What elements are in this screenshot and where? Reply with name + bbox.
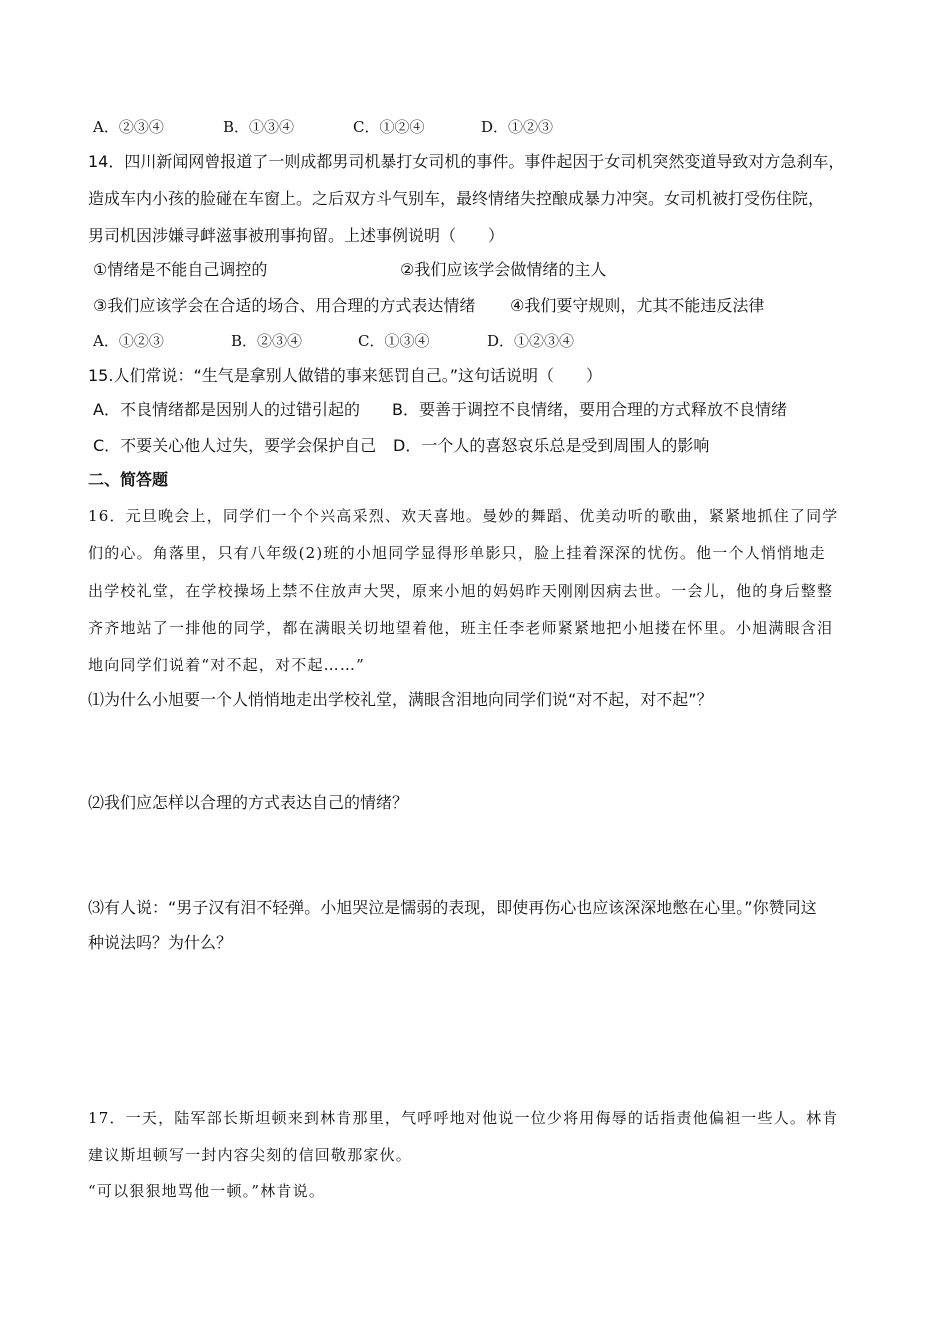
q16-sub-question-2: ⑵我们应怎样以合理的方式表达自己的情绪？ xyxy=(88,793,409,812)
q14-item-3: ③我们应该学会在合适的场合、用合理的方式表达情绪 xyxy=(93,296,476,315)
section-heading-short-answer: 二、简答题 xyxy=(88,470,169,489)
q14-item-2: ②我们应该学会做情绪的主人 xyxy=(400,260,607,279)
q14-option-c: C．①③④ xyxy=(358,332,430,350)
q16-passage-line-4: 齐齐地站了一排他的同学，都在满眼关切地望着他，班主任李老师紧紧地把小旭搂在怀里。小旭满眼含泪 xyxy=(88,619,834,637)
q13-option-c: C．①②④ xyxy=(353,118,425,136)
q16-passage-line-5: 地向同学们说着“对不起，对不起……” xyxy=(88,656,365,674)
q16-sub-question-3-line-1: ⑶有人说：“男子汉有泪不轻弹。小旭哭泣是懦弱的表现，即使再伤心也应该深深地憋在心里。”你赞同这 xyxy=(88,898,817,917)
q14-option-a: A．①②③ xyxy=(93,332,164,350)
q13-option-b: B．①③④ xyxy=(223,118,295,136)
q16-sub-question-3-line-2: 种说法吗？为什么？ xyxy=(88,933,233,952)
q13-option-a: A．②③④ xyxy=(93,118,164,136)
q14-stem-line-2: 造成车内小孩的脸碰在车窗上。之后双方斗气别车，最终情绪失控酿成暴力冲突。女司机被打受伤住院， xyxy=(88,189,825,208)
q14-item-4: ④我们要守规则，尤其不能违反法律 xyxy=(510,296,765,315)
q13-option-d: D．①②③ xyxy=(481,118,554,136)
q16-passage-line-1: 16．元旦晚会上，同学们一个个兴高采烈、欢天喜地。曼妙的舞蹈、优美动听的歌曲，紧紧地抓住了同学 xyxy=(88,507,839,525)
q15-option-a: A．不良情绪都是因别人的过错引起的 xyxy=(93,400,360,419)
q14-option-d: D．①②③④ xyxy=(487,332,575,350)
q17-passage-line-2: 建议斯坦顿写一封内容尖刻的信回敬那家伙。 xyxy=(88,1146,413,1164)
q14-stem-line-1: 14．四川新闻网曾报道了一则成都男司机暴打女司机的事件。事件起因于女司机突然变道导致对方急刹车， xyxy=(88,152,845,171)
q16-passage-line-3: 出学校礼堂，在学校操场上禁不住放声大哭，原来小旭的妈妈昨天刚刚因病去世。一会儿，他的身后整整 xyxy=(88,582,834,600)
q15-option-b: B．要善于调控不良情绪，要用合理的方式释放不良情绪 xyxy=(392,400,787,419)
q14-item-1: ①情绪是不能自己调控的 xyxy=(93,260,268,279)
q14-option-b: B．②③④ xyxy=(231,332,303,350)
q15-stem: 15.人们常说：“生气是拿别人做错的事来惩罚自己。”这句话说明（ ） xyxy=(88,366,603,385)
q15-option-c: C．不要关心他人过失，要学会保护自己 xyxy=(93,436,377,455)
q16-passage-line-2: 们的心。角落里，只有八年级(2)班的小旭同学显得形单影只，脸上挂着深深的忧伤。他一个人悄悄地走 xyxy=(88,544,826,562)
q17-passage-line-3: “可以狠狠地骂他一顿。”林肯说。 xyxy=(88,1182,326,1200)
q15-option-d: D．一个人的喜怒哀乐总是受到周围人的影响 xyxy=(393,436,710,455)
q17-passage-line-1: 17．一天，陆军部长斯坦顿来到林肯那里，气呼呼地对他说一位少将用侮辱的话指责他偏袒一些人。林肯 xyxy=(88,1109,839,1127)
q14-stem-line-3: 男司机因涉嫌寻衅滋事被刑事拘留。上述事例说明（ ） xyxy=(88,226,505,245)
q16-sub-question-1: ⑴为什么小旭要一个人悄悄地走出学校礼堂，满眼含泪地向同学们说“对不起，对不起”？ xyxy=(88,690,713,709)
